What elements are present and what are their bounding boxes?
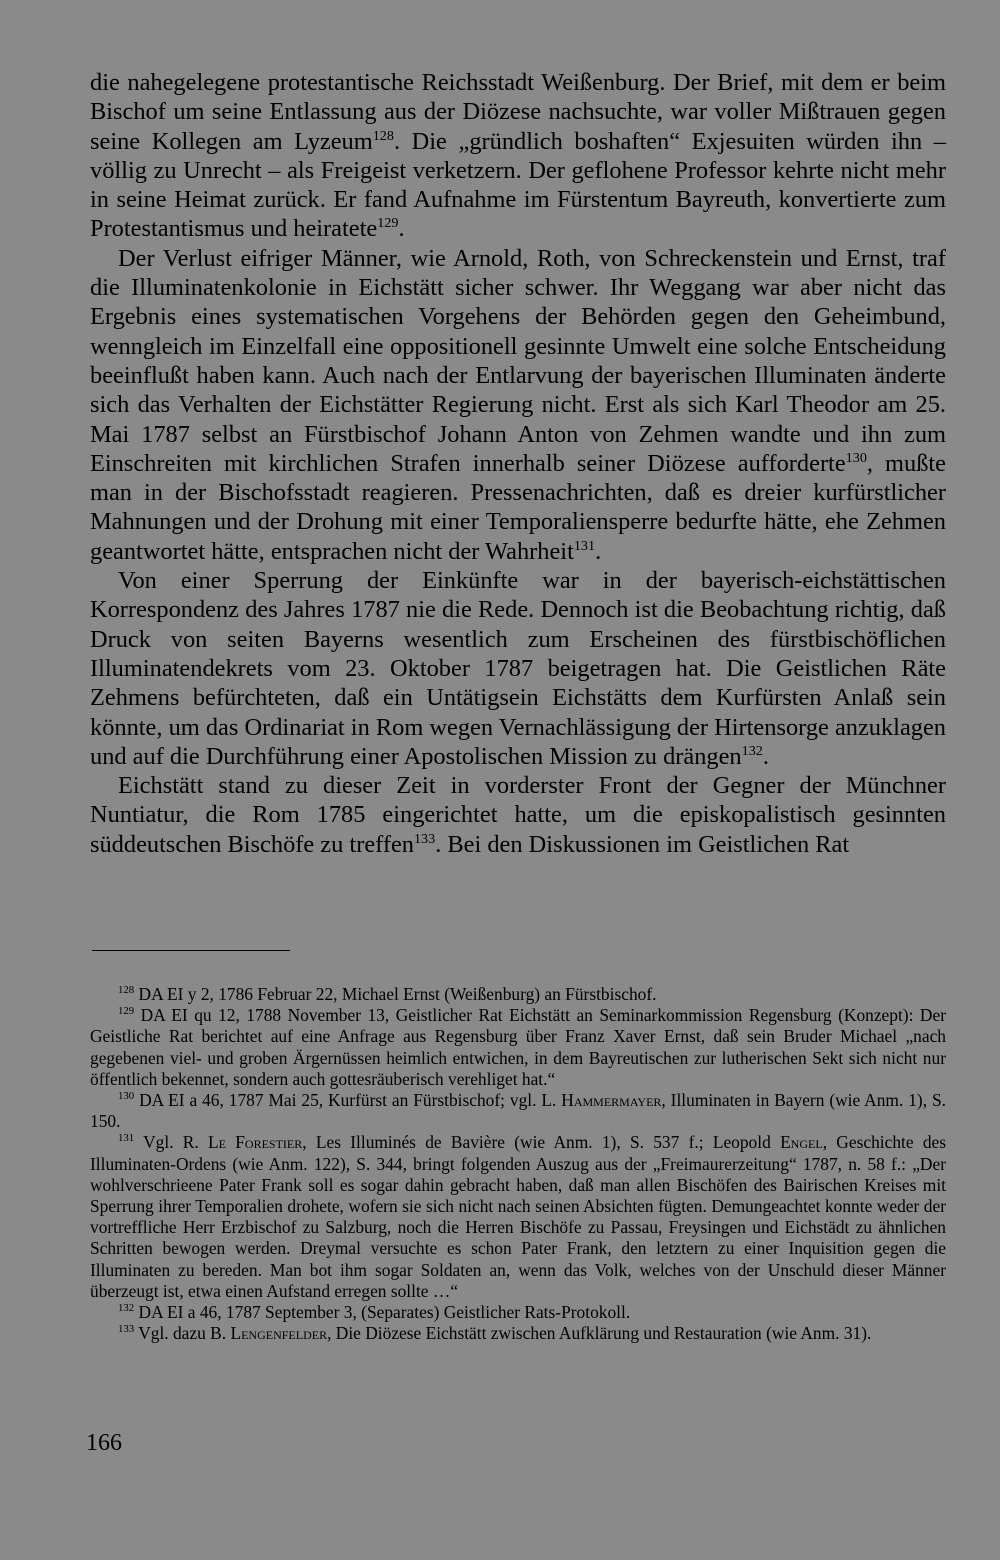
author-name: Le Forestier (208, 1132, 303, 1153)
text-run: DA EI a 46, 1787 Mai 25, Kurfürst an Fürstbischof; vgl. L. (134, 1090, 562, 1111)
author-name: Lengenfelder (230, 1323, 328, 1344)
footnote-marker: 130 (118, 1090, 135, 1103)
footnote-marker: 129 (118, 1005, 135, 1018)
paragraph (90, 566, 946, 771)
paragraph (90, 244, 946, 566)
paragraph (90, 771, 946, 859)
text-run: DA EI a 46, 1787 September 3, (Separates) Geistlicher Rats-Protokoll. (134, 1302, 631, 1323)
text-run: , Illuminaten in Bayern (wie Anm. 1), S. 150. (90, 1090, 946, 1132)
footnote-marker: 132 (118, 1302, 135, 1315)
paragraph (90, 68, 946, 244)
text-run: Vgl. R. (134, 1132, 209, 1153)
text-run: , Geschichte des Illuminaten-Ordens (wie Anm. 122), S. 344, bringt folgenden Auszug aus der „Freimaurerzeitung“ 1787, n. 58 f.: „Der wohlverschrieene Pater Frank soll es sogar dahin gebracht haben, daß man allen Bischöfen des Bairischen Kreises mit Sperrung ihrer Temporalien drohete, wofern sie sich nicht nach seinen Absichten fügten. Demungeachtet konnte weder der vortreffliche Herr Erzbischof zu Salzburg, noch die Herren Bischöfe zu Passau, Freysingen und Eichstädt zu ähnlichen Schritten bewogen werden. Dreymal versuchte es schon Pater Frank, den letztern zu einer Inquisition gegen die Illuminaten zu bereden. Man bot ihm sogar Soldaten an, wenn das Volk, welches von der Unschuld dieser Männer überzeugt ist, etwa einen Aufstand erregen sollte …“ (90, 1132, 947, 1301)
footnote-marker: 128 (118, 984, 135, 997)
author-name: Engel (780, 1132, 823, 1153)
text-run: die nahegelegene protestantische Reichsstadt Weißenburg. Der Brief, mit dem er beim Bischof um seine Entlassung aus der Diözese nachsuchte, war voller Mißtrauen gegen seine Kollegen am Lyzeum (90, 69, 946, 155)
footnote-separator (92, 950, 290, 951)
footnote (90, 1005, 946, 1090)
text-run: , Les Illuminés de Bavière (wie Anm. 1), S. 537 f.; Leopold (302, 1132, 781, 1153)
footnote-marker: 131 (573, 537, 596, 554)
text-run: . Bei den Diskussionen im Geistlichen Rat (435, 830, 850, 858)
text-run: Von einer Sperrung der Einkünfte war in der bayerisch-eichstättischen Korrespondenz des Jahres 1787 nie die Rede. Dennoch ist die Beobachtung richtig, daß Druck von seiten Bayerns wesentlich zum Erscheinen des fürstbischöflichen Illuminatendekrets vom 23. Oktober 1787 beigetragen hat. Die Geistlichen Räte Zehmens befürchteten, daß ein Untätigsein Eichstätts dem Kurfürsten Anlaß sein könnte, um das Ordinariat in Rom wegen Vernachlässigung der Hirtensorge anzuklagen und auf die Durchführung einer Apostolischen Mission zu drängen (90, 567, 946, 770)
footnote-marker: 133 (413, 830, 436, 847)
text-run: , Die Diözese Eichstätt zwischen Aufklärung und Restauration (wie Anm. 31). (327, 1323, 872, 1344)
footnote (90, 1132, 946, 1302)
text-run: DA EI y 2, 1786 Februar 22, Michael Ernst (Weißenburg) an Fürstbischof. (134, 984, 657, 1004)
footnote (90, 1090, 946, 1132)
text-run: , mußte man in der Bischofsstadt reagieren. Pressenachrichten, daß es dreier kurfürstlicher Mahnungen und der Drohung mit einer Temporaliensperre bedurfte hätte, ehe Zehmen geantwortet hätte, entsprachen nicht der Wahrheit (90, 449, 946, 565)
text-run: . (762, 742, 769, 770)
text-run: . Die „gründlich boshaften“ Exjesuiten würden ihn – völlig zu Unrecht – als Freigeist verketzern. Der geflohene Professor kehrte nicht mehr in seine Heimat zurück. Er fand Aufnahme im Fürstentum Bayreuth, konvertierte zum Protestantismus und heiratete (90, 127, 946, 243)
author-name: Hammermayer (561, 1090, 662, 1111)
footnote-marker: 128 (372, 127, 394, 144)
text-run: . (398, 215, 405, 243)
footnotes (90, 984, 946, 1344)
footnote-marker: 133 (118, 1323, 135, 1336)
page-number: 166 (86, 1430, 122, 1456)
footnote (90, 1323, 946, 1344)
main-text (90, 68, 946, 859)
text-run: . (595, 537, 602, 565)
text-run: Vgl. dazu B. (134, 1323, 231, 1344)
footnote-marker: 129 (377, 215, 399, 232)
footnote-marker: 132 (741, 742, 763, 759)
text-run: Eichstätt stand zu dieser Zeit in vorderster Front der Gegner der Münchner Nuntiatur, die Rom 1785 eingerichtet hatte, um die episkopalistisch gesinnten süddeutschen Bischöfe zu treffen (90, 772, 946, 858)
footnote-marker: 131 (118, 1132, 135, 1145)
footnote (90, 984, 946, 1005)
text-run: Der Verlust eifriger Männer, wie Arnold, Roth, von Schreckenstein und Ernst, traf die Illuminatenkolonie in Eichstätt sicher schwer. Ihr Weggang war aber nicht das Ergebnis eines systematischen Vorgehens der Behörden gegen den Geheimbund, wenngleich im Einzelfall eine oppositionell gesinnte Umwelt eine solche Entscheidung beeinflußt haben kann. Auch nach der Entlarvung der bayerischen Illuminaten änderte sich das Verhalten der Eichstätter Regierung nicht. Erst als sich Karl Theodor am 25. Mai 1787 selbst an Fürstbischof Johann Anton von Zehmen wandte und ihn zum Einschreiten mit kirchlichen Strafen innerhalb seiner Diözese aufforderte (90, 244, 946, 477)
text-run: DA EI qu 12, 1788 November 13, Geistlicher Rat Eichstätt an Seminarkommission Regensburg (Konzept): Der Geistliche Rat berichtet auf eine Anfrage aus Regensburg über Franz Xaver Ernst, daß sein Bruder Michael „nach gegebenen viel- und groben Ärgernüssen heimlich entwichen, in dem Bayreutischen zur lutherischen Sekt sich nicht nur öffentlich bekennet, sondern auch gottesräuberisch verehliget hat.“ (90, 1005, 946, 1089)
footnote (90, 1302, 946, 1323)
footnote-marker: 130 (845, 449, 867, 466)
